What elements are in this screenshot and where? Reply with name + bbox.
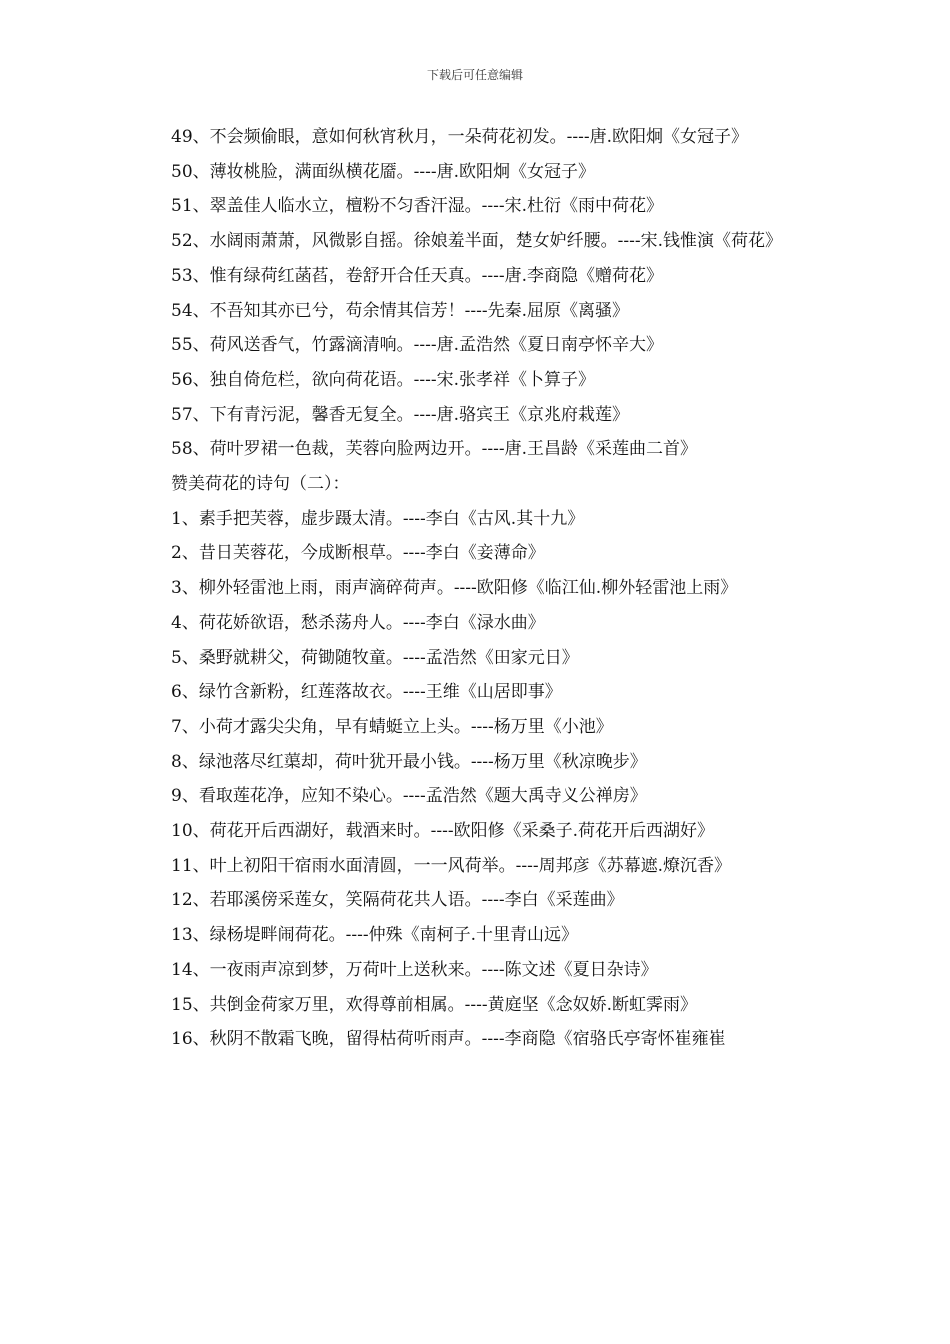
paragraph: 6、绿竹含新粉，红莲落故衣。----王维《山居即事》 [171, 682, 562, 703]
section-heading: 赞美荷花的诗句（二）： [171, 474, 350, 495]
paragraph: 7、小荷才露尖尖角，早有蜻蜓立上头。----杨万里《小池》 [171, 716, 613, 737]
paragraph: 1、素手把芙蓉，虚步蹑太清。----李白《古风.其十九》 [171, 508, 585, 529]
paragraph: 52、水阔雨萧萧，风微影自摇。徐娘羞半面，楚女妒纤腰。----宋.钱惟演《荷花》 [171, 231, 783, 252]
paragraph: 50、薄妆桃脸，满面纵横花靥。----唐.欧阳炯《女冠子》 [171, 161, 596, 182]
paragraph: 53、惟有绿荷红菡萏，卷舒开合任天真。----唐.李商隐《赠荷花》 [171, 265, 664, 286]
paragraph: 49、不会频偷眼，意如何秋宵秋月，一朵荷花初发。----唐.欧阳炯《女冠子》 [171, 127, 749, 147]
paragraph: 14、一夜雨声凉到梦，万荷叶上送秋来。----陈文述《夏日杂诗》 [171, 959, 658, 980]
paragraph: 2、昔日芙蓉花，今成断根草。----李白《妾薄命》 [171, 543, 545, 564]
paragraph: 5、桑野就耕父，荷锄随牧童。----孟浩然《田家元日》 [171, 647, 579, 668]
paragraph: 55、荷风送香气，竹露滴清响。----唐.孟浩然《夏日南亭怀辛大》 [171, 335, 664, 356]
paragraph: 16、秋阴不散霜飞晚，留得枯荷听雨声。----李商隐《宿骆氏亭寄怀崔雍崔 [171, 1029, 726, 1050]
paragraph: 10、荷花开后西湖好，载酒来时。----欧阳修《采桑子.荷花开后西湖好》 [171, 821, 715, 842]
page-header: 下载后可任意编辑 [426, 68, 523, 82]
paragraph: 3、柳外轻雷池上雨，雨声滴碎荷声。----欧阳修《临江仙.柳外轻雷池上雨》 [171, 578, 738, 599]
paragraph: 12、若耶溪傍采莲女，笑隔荷花共人语。----李白《采莲曲》 [171, 890, 624, 911]
document-body [145, 120, 810, 1057]
paragraph: 15、共倒金荷家万里，欢得尊前相属。----黄庭坚《念奴娇.断虹霁雨》 [171, 994, 698, 1015]
paragraph: 56、独自倚危栏，欲向荷花语。----宋.张孝祥《卜算子》 [171, 369, 596, 390]
paragraph: 4、荷花娇欲语，愁杀荡舟人。----李白《渌水曲》 [171, 612, 545, 633]
paragraph: 13、绿杨堤畔闹荷花。----仲殊《南柯子.十里青山远》 [171, 925, 579, 946]
paragraph: 11、叶上初阳干宿雨水面清圆，一一风荷举。----周邦彦《苏幕遮.燎沉香》 [171, 855, 732, 876]
paragraph: 8、绿池落尽红蕖却，荷叶犹开最小钱。----杨万里《秋凉晚步》 [171, 751, 647, 772]
paragraph: 9、看取莲花净，应知不染心。----孟浩然《题大禹寺义公禅房》 [171, 786, 647, 807]
paragraph: 51、翠盖佳人临水立，檀粉不匀香汗湿。----宋.杜衍《雨中荷花》 [171, 196, 664, 217]
paragraph: 54、不吾知其亦已兮，苟余情其信芳！----先秦.屈原《离骚》 [171, 300, 630, 321]
paragraph: 57、下有青污泥，馨香无复全。----唐.骆宾王《京兆府栽莲》 [171, 404, 630, 425]
paragraph: 58、荷叶罗裙一色裁，芙蓉向脸两边开。----唐.王昌龄《采莲曲二首》 [171, 439, 698, 460]
